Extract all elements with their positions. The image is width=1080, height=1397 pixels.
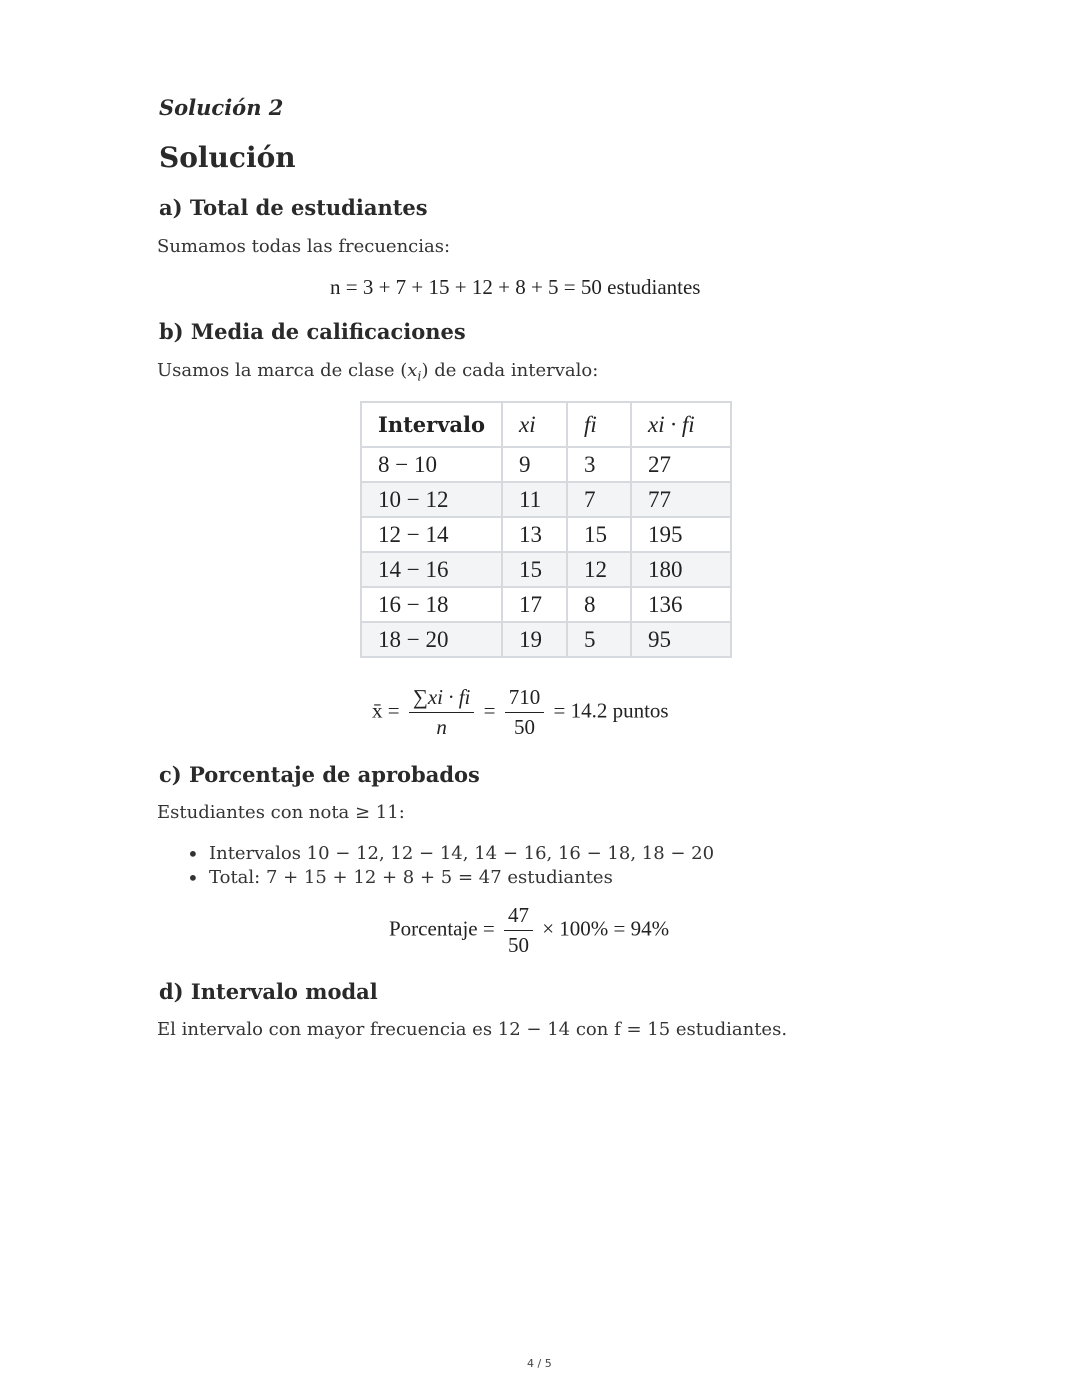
approved-list — [187, 842, 714, 890]
mean-fraction-denominator: n — [436, 715, 447, 739]
cell-xifi: 180 — [631, 552, 731, 587]
cell-interval: 14 − 16 — [361, 552, 502, 587]
table-row — [361, 447, 731, 482]
cell-fi: 3 — [567, 447, 631, 482]
table-row — [361, 552, 731, 587]
percentage-denominator: 50 — [507, 933, 529, 957]
cell-fi: 12 — [567, 552, 631, 587]
table-header-row — [361, 402, 731, 447]
mean-fraction-numerator: ∑xi · fi — [409, 685, 475, 713]
cell-xifi: 136 — [631, 587, 731, 622]
cell-interval: 8 − 10 — [361, 447, 502, 482]
section-d-heading: d) Intervalo modal — [159, 979, 378, 1004]
cell-xi: 19 — [502, 622, 567, 657]
total-equation: n = 3 + 7 + 15 + 12 + 8 + 5 = 50 estudiantes — [330, 275, 701, 299]
table-row — [361, 517, 731, 552]
mean-fraction-formula — [409, 685, 475, 740]
section-a-intro: Sumamos todas las frecuencias: — [157, 236, 451, 257]
table-row — [361, 587, 731, 622]
mean-fraction-values — [505, 685, 545, 740]
section-b-heading: b) Media de calificaciones — [159, 319, 466, 344]
section-d-text: El intervalo con mayor frecuencia es 12 − 14 con f = 15 estudiantes. — [157, 1019, 788, 1040]
section-c-intro: Estudiantes con nota ≥ 11: — [157, 802, 405, 823]
cell-xifi: 27 — [631, 447, 731, 482]
cell-xi: 15 — [502, 552, 567, 587]
page-number: 4 / 5 — [527, 1357, 552, 1370]
header-xifi: xi · fi — [631, 402, 731, 447]
percentage-result: × 100% = 94% — [542, 916, 670, 941]
intro-after: ) de cada intervalo: — [421, 360, 599, 381]
frequency-table — [360, 401, 732, 658]
percentage-numerator: 47 — [504, 903, 533, 931]
mean-equals: = — [483, 698, 496, 723]
intro-var: x — [407, 360, 418, 381]
mean-lhs: x̄ = — [372, 698, 400, 723]
cell-fi: 7 — [567, 482, 631, 517]
header-fi: fi — [567, 402, 631, 447]
intro-sub: i — [417, 368, 422, 384]
cell-xi: 9 — [502, 447, 567, 482]
header-xi: xi — [502, 402, 567, 447]
cell-interval: 12 − 14 — [361, 517, 502, 552]
percentage-equation — [389, 903, 669, 958]
list-item: • Total: 7 + 15 + 12 + 8 + 5 = 47 estudiantes — [187, 866, 714, 890]
cell-interval: 10 − 12 — [361, 482, 502, 517]
solution-kicker: Solución 2 — [159, 95, 284, 120]
cell-interval: 18 − 20 — [361, 622, 502, 657]
intro-before: Usamos la marca de clase ( — [157, 360, 408, 381]
mean-result: = 14.2 puntos — [553, 698, 669, 723]
cell-interval: 16 − 18 — [361, 587, 502, 622]
cell-xi: 11 — [502, 482, 567, 517]
cell-fi: 8 — [567, 587, 631, 622]
section-b-intro — [157, 360, 598, 384]
page-title: Solución — [159, 141, 296, 174]
percentage-fraction — [504, 903, 533, 958]
cell-fi: 5 — [567, 622, 631, 657]
cell-xifi: 77 — [631, 482, 731, 517]
list-item: • Intervalos 10 − 12, 12 − 14, 14 − 16, 16 − 18, 18 − 20 — [187, 842, 714, 866]
cell-fi: 15 — [567, 517, 631, 552]
cell-xi: 13 — [502, 517, 567, 552]
header-interval: Intervalo — [361, 402, 502, 447]
table-row — [361, 482, 731, 517]
cell-xifi: 95 — [631, 622, 731, 657]
percentage-label: Porcentaje = — [389, 916, 495, 941]
cell-xi: 17 — [502, 587, 567, 622]
mean-n-value: 50 — [513, 715, 535, 739]
mean-sum-value: 710 — [505, 685, 545, 713]
section-a-heading: a) Total de estudiantes — [159, 195, 428, 220]
cell-xifi: 195 — [631, 517, 731, 552]
table-row — [361, 622, 731, 657]
mean-equation — [372, 685, 669, 740]
section-c-heading: c) Porcentaje de aprobados — [159, 762, 480, 787]
